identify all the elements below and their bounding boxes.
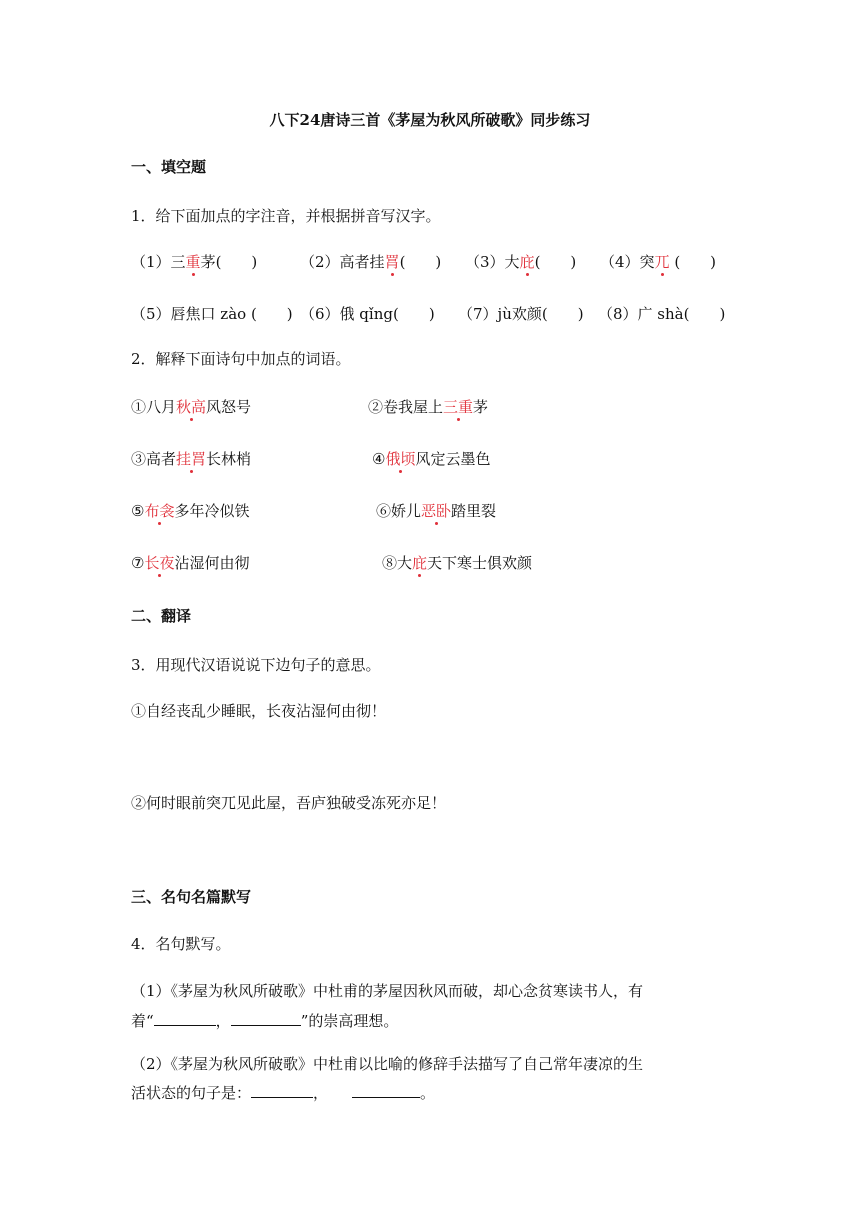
dotted-word: 挂罥: [176, 450, 207, 468]
dotted-word: 布衾: [144, 502, 175, 520]
answer-blank[interactable]: [352, 1083, 420, 1098]
section-heading-fill-blank: 一、填空题: [131, 158, 207, 176]
dotted-char: 重: [185, 253, 201, 271]
page-title: 八下24唐诗三首《茅屋为秋风所破歌》同步练习: [269, 111, 591, 129]
q1-item-3: （3）大庇( ): [465, 253, 577, 271]
section-heading-translation: 二、翻译: [131, 607, 192, 625]
question-1-prompt: 1．给下面加点的字注音，并根据拼音写汉字。: [131, 207, 441, 225]
dotted-word: 三重: [443, 398, 474, 416]
q1-item-6: （6）俄 qǐng( ): [300, 305, 435, 323]
q1-item-1: （1）三重茅( ): [131, 253, 258, 271]
dotted-char: 兀: [654, 253, 670, 271]
section-heading-recitation: 三、名句名篇默写: [131, 888, 252, 906]
q2-item-6: ⑥娇儿恶卧踏里裂: [376, 502, 497, 520]
q4-part-1-line-2: 着“ ， ”的崇高理想。: [131, 1012, 399, 1030]
dotted-char: 庇: [519, 253, 535, 271]
q4-part-1-line-1: （1）《茅屋为秋风所破歌》中杜甫的茅屋因秋风而破，却心念贫寒读书人，有: [131, 982, 644, 1000]
q4-part-2-line-2: 活状态的句子是： ， 。: [131, 1084, 436, 1102]
q2-item-2: ②卷我屋上三重茅: [368, 398, 489, 416]
q2-item-4: ④俄顷风定云墨色: [372, 450, 491, 468]
q3-sentence-2: ②何时眼前突兀见此屋，吾庐独破受冻死亦足！: [131, 794, 447, 812]
answer-blank[interactable]: [231, 1011, 301, 1026]
dotted-word: 俄顷: [385, 450, 416, 468]
q4-part-2-line-1: （2）《茅屋为秋风所破歌》中杜甫以比喻的修辞手法描写了自己常年凄凉的生: [131, 1055, 644, 1073]
q2-item-3: ③高者挂罥长林梢: [131, 450, 252, 468]
q2-item-8: ⑧大庇天下寒士俱欢颜: [382, 554, 533, 572]
dotted-word: 庇: [412, 554, 428, 572]
q2-item-7: ⑦长夜沾湿何由彻: [131, 554, 250, 572]
answer-blank[interactable]: [154, 1011, 216, 1026]
q1-item-2: （2）高者挂罥( ): [300, 253, 442, 271]
q2-item-5: ⑤布衾多年冷似铁: [131, 502, 250, 520]
answer-blank[interactable]: [251, 1083, 313, 1098]
dotted-word: 秋高: [176, 398, 207, 416]
question-3-prompt: 3．用现代汉语说说下边句子的意思。: [131, 656, 381, 674]
q1-item-5: （5）唇焦口 zào ( ): [131, 305, 293, 323]
dotted-word: 长夜: [144, 554, 175, 572]
q2-item-1: ①八月秋高风怒号: [131, 398, 252, 416]
dotted-word: 恶卧: [421, 502, 452, 520]
q1-item-7: （7）jù欢颜( ): [458, 305, 584, 323]
question-2-prompt: 2．解释下面诗句中加点的词语。: [131, 350, 351, 368]
q3-sentence-1: ①自经丧乱少睡眠，长夜沾湿何由彻！: [131, 702, 387, 720]
question-4-prompt: 4．名句默写。: [131, 935, 231, 953]
dotted-char: 罥: [384, 253, 400, 271]
q1-item-8: （8）广 shà( ): [598, 305, 726, 323]
q1-item-4: （4）突兀 ( ): [600, 253, 717, 271]
